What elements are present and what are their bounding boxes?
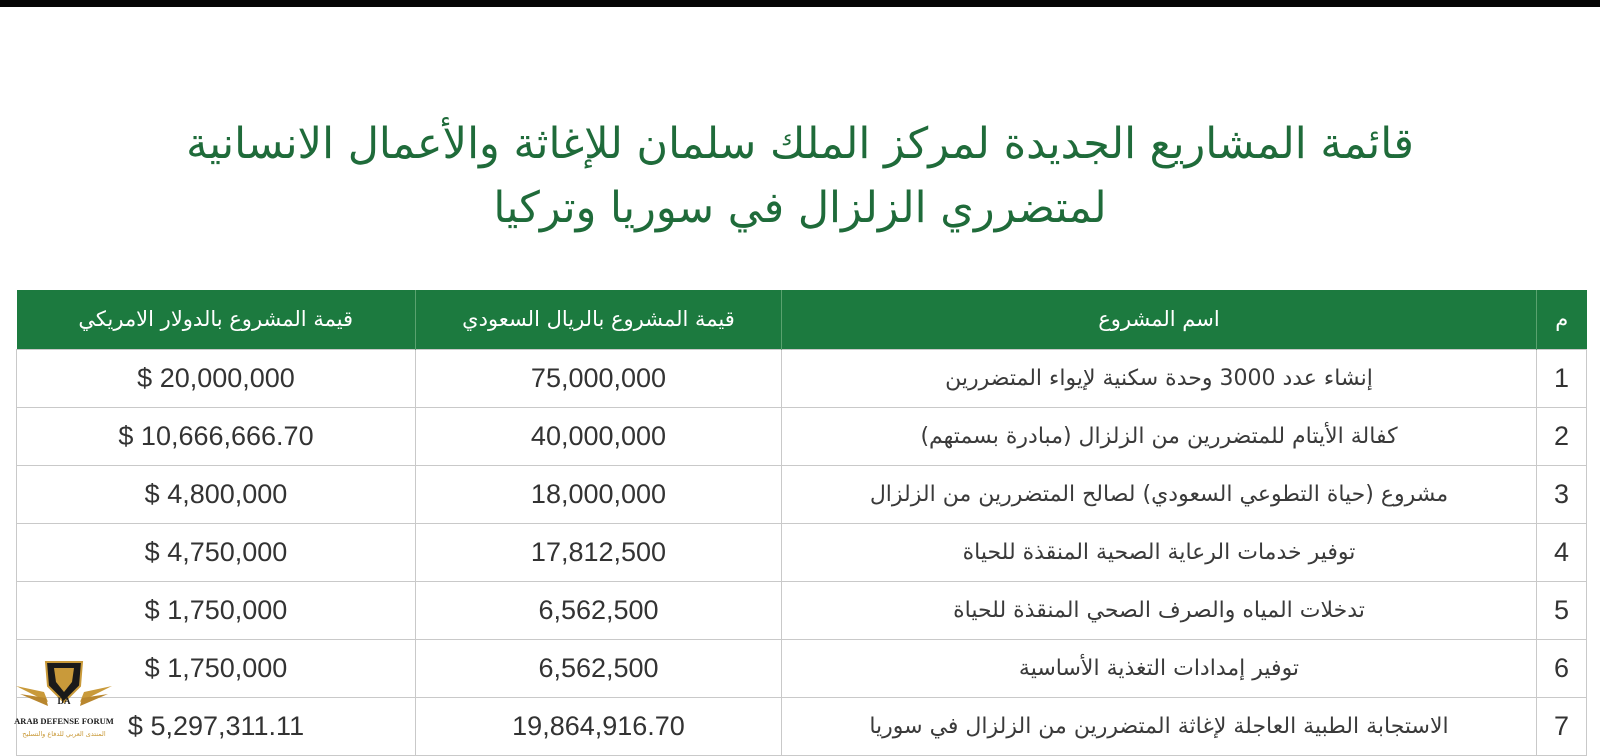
project-name: تدخلات المياه والصرف الصحي المنقذة للحياة <box>782 581 1537 639</box>
table-row <box>17 349 1587 407</box>
value-sar: 6,562,500 <box>416 639 782 697</box>
value-usd: 5,297,311.11 $ <box>17 697 416 755</box>
value-sar: 18,000,000 <box>416 465 782 523</box>
table-row <box>17 639 1587 697</box>
value-usd: 10,666,666.70 $ <box>17 407 416 465</box>
table-row <box>17 697 1587 755</box>
shield-wings-icon <box>14 658 114 752</box>
value-sar: 19,864,916.70 <box>416 697 782 755</box>
project-name: كفالة الأيتام للمتضررين من الزلزال (مبادرة بسمتهم) <box>782 407 1537 465</box>
page-title <box>0 112 1600 240</box>
project-name: مشروع (حياة التطوعي السعودي) لصالح المتضررين من الزلزال <box>782 465 1537 523</box>
logo-abbr: DA <box>57 696 71 706</box>
table-row <box>17 407 1587 465</box>
row-number: 5 <box>1537 581 1587 639</box>
header-project-name: اسم المشروع <box>782 290 1537 349</box>
value-sar: 75,000,000 <box>416 349 782 407</box>
projects-table-container <box>16 290 1586 756</box>
table-row <box>17 581 1587 639</box>
value-usd: 20,000,000 $ <box>17 349 416 407</box>
header-num: م <box>1537 290 1587 349</box>
project-name: توفير خدمات الرعاية الصحية المنقذة للحياة <box>782 523 1537 581</box>
title-line-2: لمتضرري الزلزال في سوريا وتركيا <box>493 183 1107 233</box>
value-sar: 40,000,000 <box>416 407 782 465</box>
row-number: 6 <box>1537 639 1587 697</box>
table-header-row <box>17 290 1587 349</box>
value-usd: 1,750,000 $ <box>17 581 416 639</box>
row-number: 3 <box>1537 465 1587 523</box>
value-sar: 6,562,500 <box>416 581 782 639</box>
value-usd: 4,800,000 $ <box>17 465 416 523</box>
value-sar: 17,812,500 <box>416 523 782 581</box>
projects-table <box>16 290 1587 756</box>
project-name: توفير إمدادات التغذية الأساسية <box>782 639 1537 697</box>
logo-name-ar: المنتدى العربي للدفاع والتسليح <box>22 730 106 738</box>
table-row <box>17 523 1587 581</box>
value-usd: 1,750,000 $ <box>17 639 416 697</box>
row-number: 1 <box>1537 349 1587 407</box>
title-line-1: قائمة المشاريع الجديدة لمركز الملك سلمان للإغاثة والأعمال الانسانية <box>186 119 1414 169</box>
header-value-sar: قيمة المشروع بالريال السعودي <box>416 290 782 349</box>
header-value-usd: قيمة المشروع بالدولار الامريكي <box>78 307 354 332</box>
top-border-bar <box>0 0 1600 7</box>
arab-defense-forum-logo <box>14 658 114 752</box>
logo-name-en: ARAB DEFENSE FORUM <box>14 716 114 726</box>
project-name: إنشاء عدد 3000 وحدة سكنية لإيواء المتضررين <box>782 349 1537 407</box>
row-number: 4 <box>1537 523 1587 581</box>
row-number: 7 <box>1537 697 1587 755</box>
row-number: 2 <box>1537 407 1587 465</box>
table-row <box>17 465 1587 523</box>
project-name: الاستجابة الطبية العاجلة لإغاثة المتضررين من الزلزال في سوريا <box>782 697 1537 755</box>
value-usd: 4,750,000 $ <box>17 523 416 581</box>
